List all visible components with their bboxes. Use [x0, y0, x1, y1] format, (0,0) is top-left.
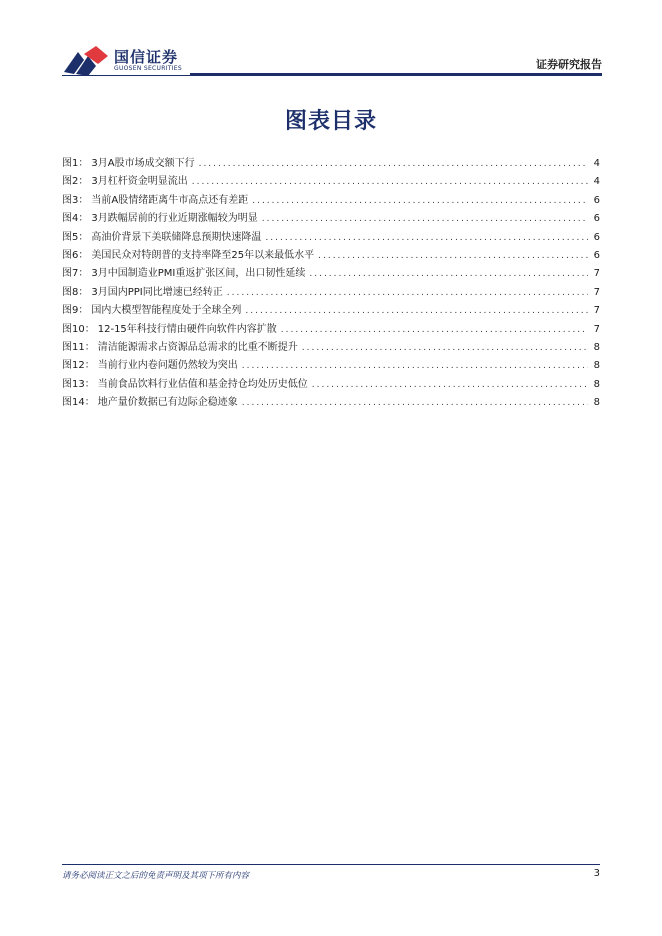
toc-entry-title: 当前食品饮料行业估值和基金持仓均处历史低位 [97, 378, 308, 390]
toc-entry-title: 3月国内PPI同比增速已经转正 [91, 286, 223, 298]
toc-entry-title: 当前行业内卷问题仍然较为突出 [97, 360, 238, 372]
logo-text-cn: 国信证券 [114, 48, 179, 66]
toc-entry-title: 3月中国制造业PMI重返扩张区间，出口韧性延续 [91, 268, 306, 280]
logo-text-en: GUOSEN SECURITIES [114, 65, 183, 72]
toc-entry-page: 8 [593, 360, 600, 372]
toc-entry-page: 6 [593, 249, 600, 261]
toc-entry-page: 7 [593, 323, 600, 335]
page-title: 图表目录 [284, 109, 377, 134]
toc-dot-leader [312, 376, 588, 394]
toc-entry-title: 清洁能源需求占资源品总需求的比重不断提升 [97, 341, 298, 353]
toc-entry-number: 图12： [62, 360, 95, 372]
toc-dot-leader [302, 339, 588, 357]
toc-entry-page: 8 [593, 378, 600, 390]
toc-entry-title: 3月A股市场成交额下行 [91, 158, 195, 169]
toc-entry-page: 7 [593, 305, 600, 317]
toc-entry[interactable] [62, 339, 600, 357]
toc-entry-page: 6 [593, 213, 600, 225]
toc-entry[interactable] [62, 321, 600, 339]
toc-entry[interactable] [62, 265, 600, 283]
toc-dot-leader [192, 173, 588, 191]
toc-entry-title: 3月杠杆资金明显流出 [91, 176, 188, 188]
header-divider [62, 75, 602, 76]
footer-divider [62, 864, 600, 865]
toc-entry-title: 美国民众对特朗普的支持率降至25年以来最低水平 [91, 249, 315, 261]
toc-dot-leader [265, 229, 588, 247]
toc-dot-leader [245, 302, 588, 320]
guosen-logo [62, 44, 202, 78]
toc-entry-title: 12-15年科技行情由硬件向软件内容扩散 [97, 323, 277, 335]
toc-entry-title: 地产量价数据已有边际企稳迹象 [97, 397, 238, 409]
toc-entry-title: 国内大模型智能程度处于全球全列 [91, 305, 242, 317]
toc-entry-number: 图10： [62, 323, 95, 335]
toc-entry-title: 当前A股情绪距离牛市高点还有差距 [91, 194, 249, 206]
footer-disclaimer: 请务必阅读正文之后的免责声明及其项下所有内容 [62, 871, 250, 881]
toc-entry[interactable] [62, 394, 600, 412]
toc-entry-number: 图8： [62, 286, 89, 298]
toc-dot-leader [242, 394, 588, 412]
toc-entry-page: 8 [593, 397, 600, 409]
toc-entry[interactable] [62, 173, 600, 191]
report-type-label: 证券研究报告 [536, 58, 602, 71]
toc-entry-page: 8 [593, 341, 600, 353]
toc-entry-title: 3月跌幅居前的行业近期涨幅较为明显 [91, 213, 258, 225]
toc-dot-leader [309, 265, 588, 283]
toc-entry-page: 7 [593, 286, 600, 298]
toc-entry-number: 图4： [62, 213, 89, 225]
toc-entry-page: 6 [593, 194, 600, 206]
toc-entry[interactable] [62, 210, 600, 228]
header-divider-accent [190, 73, 602, 75]
toc-dot-leader [227, 284, 588, 302]
toc-entry[interactable] [62, 302, 600, 320]
toc-dot-leader [199, 155, 588, 173]
toc-entry[interactable] [62, 192, 600, 210]
page-number: 3 [593, 868, 600, 879]
toc-entry-number: 图2： [62, 176, 89, 188]
toc-entry-number: 图11： [62, 341, 95, 353]
toc-entry[interactable] [62, 357, 600, 375]
toc-entry[interactable] [62, 229, 600, 247]
toc-entry-page: 6 [593, 231, 600, 243]
toc-entry-number: 图13： [62, 378, 95, 390]
toc-dot-leader [281, 321, 588, 339]
toc-dot-leader [262, 210, 588, 228]
toc-entry-number: 图3： [62, 194, 89, 206]
toc-entry-number: 图5： [62, 231, 89, 243]
toc-entry-number: 图14： [62, 397, 95, 409]
toc-entry-page: 7 [593, 268, 600, 280]
toc-entry-number: 图7： [62, 268, 89, 280]
toc-entry-page: 4 [593, 176, 600, 188]
toc-dot-leader [242, 357, 588, 375]
toc-dot-leader [252, 192, 588, 210]
toc-entry-number: 图1： [62, 158, 89, 169]
chart-index-list [62, 155, 600, 412]
toc-entry[interactable] [62, 284, 600, 302]
toc-entry[interactable] [62, 376, 600, 394]
toc-dot-leader [318, 247, 588, 265]
guosen-logo-icon [62, 46, 110, 76]
toc-entry-number: 图6： [62, 249, 89, 261]
toc-entry-title: 高油价背景下美联储降息预期快速降温 [91, 231, 262, 243]
toc-entry[interactable] [62, 155, 600, 173]
toc-entry[interactable] [62, 247, 600, 265]
toc-entry-number: 图9： [62, 305, 89, 317]
toc-entry-page: 4 [593, 158, 600, 169]
